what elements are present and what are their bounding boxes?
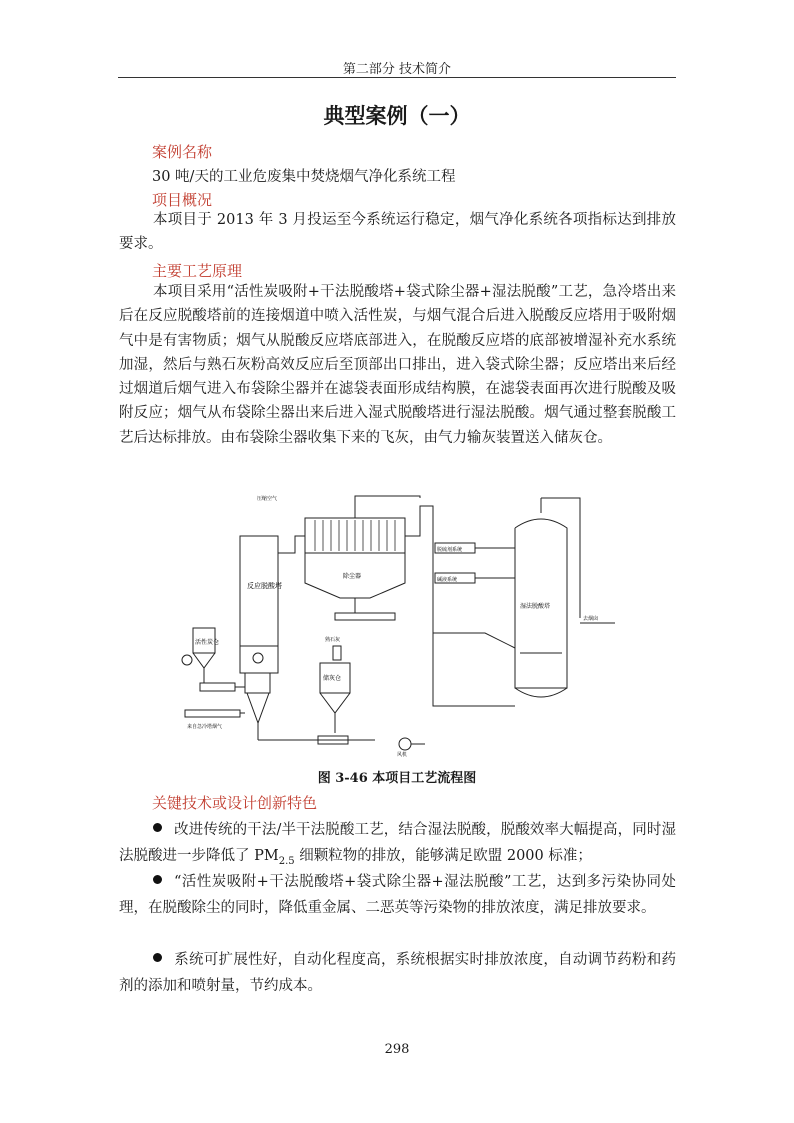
page-title: 典型案例（一） [323, 104, 471, 128]
reaction-tower-label: 反应脱酸塔 [247, 582, 282, 590]
running-header: 第二部分 技术简介 [342, 62, 452, 77]
ash-silo-label: 储灰仓 [323, 675, 342, 682]
bullet-dot [153, 823, 162, 832]
bullet-item-3 [119, 947, 676, 999]
bullet-dot [153, 953, 162, 962]
wet-tower-label: 湿法脱酸塔 [520, 603, 551, 610]
overview-paragraph: 本项目于 2013 年 3 月投运至今系统运行稳定，烟气净化系统各项指标达到排放要求。 [119, 212, 676, 253]
lime-label: 熟石灰 [325, 637, 341, 643]
flue-in-label: 来自急冷塔烟气 [187, 724, 223, 730]
bullet-1-subscript: 2.5 [278, 855, 295, 867]
air-label: 压缩空气 [257, 496, 278, 502]
reaction-tower-shape [240, 536, 278, 646]
carbon-silo-label: 活性炭仓 [195, 639, 220, 646]
figure-caption: 图 3-46 本项目工艺流程图 [317, 771, 477, 786]
principle-heading: 主要工艺原理 [152, 262, 243, 280]
bullet-dot [153, 875, 162, 884]
innovation-heading: 关键技术或设计创新特色 [152, 794, 318, 812]
chimney-label: 去烟囱 [583, 616, 599, 622]
desulf-box-label: 脱硫剂系统 [437, 547, 463, 553]
bullet-3-text: 系统可扩展性好，自动化程度高，系统根据实时排放浓度，自动调节药粉和药剂的添加和喷射量，节约成本。 [119, 952, 676, 994]
case-name-heading: 案例名称 [152, 143, 213, 161]
process-flow-diagram [175, 478, 620, 758]
header-rule [118, 77, 676, 78]
bullet-item-2 [119, 869, 676, 921]
bullet-1-text-pre: 改进传统的干法/半干法脱酸工艺，结合湿法脱酸，脱酸效率大幅提高，同时湿法脱酸进一步降低了 PM [119, 822, 676, 864]
bullet-2-text: “活性炭吸附+干法脱酸塔+袋式除尘器+湿法脱酸”工艺，达到多污染协同处理，在脱酸除尘的同时，降低重金属、二恶英等污染物的排放浓度，满足排放要求。 [119, 874, 676, 916]
bullet-item-1 [119, 817, 676, 875]
overview-heading: 项目概况 [152, 191, 213, 209]
page-number: 298 [384, 1042, 410, 1057]
fan-label: 风机 [397, 752, 408, 758]
bag-filter-label: 除尘器 [343, 573, 362, 580]
principle-paragraph: 本项目采用“活性炭吸附+干法脱酸塔+袋式除尘器+湿法脱酸”工艺，急冷塔出来后在反应脱酸塔前的连接烟道中喷入活性炭，与烟气混合后进入脱酸反应塔用于吸附烟气中是有害物质；烟气从脱酸反应塔底部进入，在脱酸反应塔的底部被增湿补充水系统加湿，然后与熟石灰粉高效反应后至顶部出口排出，进入袋式除尘器；反应塔出来后经过烟道后烟气进入布袋除尘器并在滤袋表面形成结构膜，在滤袋表面再次进行脱酸及吸附反应；烟气从布袋除尘器出来后进入湿式脱酸塔进行湿法脱酸。烟气通过整套脱酸工艺后达标排放。由布袋除尘器收集下来的飞灰，由气力输灰装置送入储灰仓。 [119, 284, 676, 446]
bullet-1-text-post: 细颗粒物的排放，能够满足欧盟 2000 标准； [294, 848, 592, 864]
case-name-text: 30 吨/天的工业危废集中焚烧烟气净化系统工程 [152, 169, 456, 185]
wash-box-label: 碱液系统 [437, 577, 458, 583]
